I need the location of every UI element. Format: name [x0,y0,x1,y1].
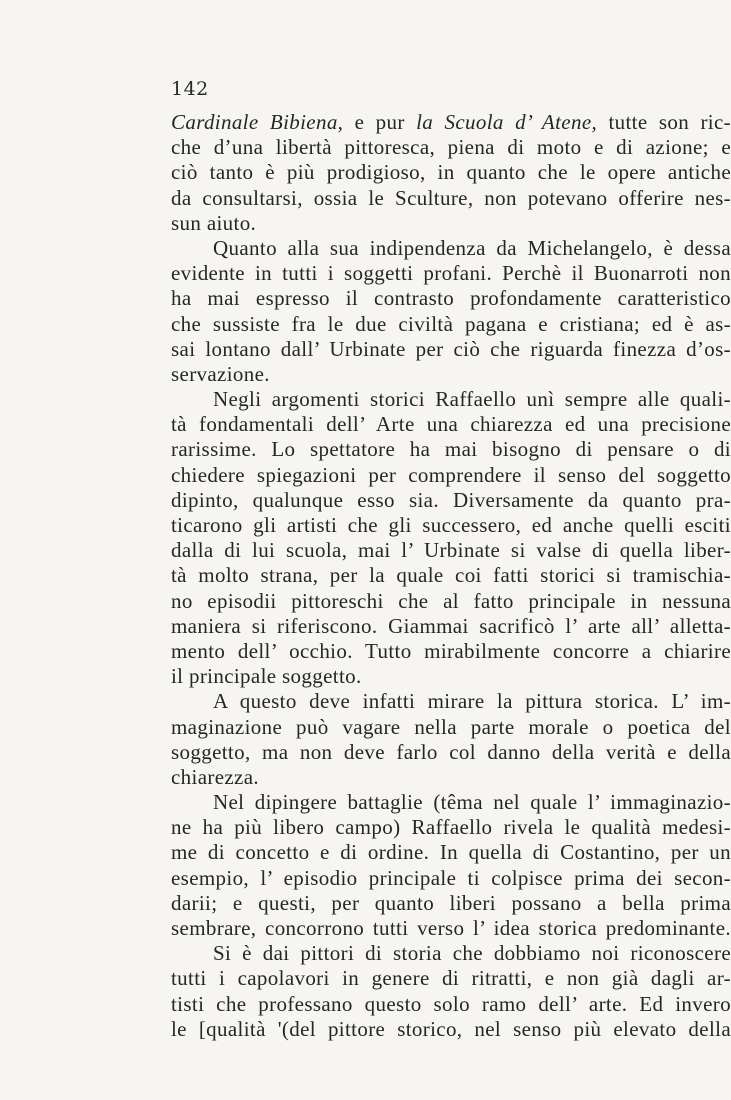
text-line: Quanto alla sua indipendenza da Michelangelo, è dessa [213,235,731,260]
text-line: mento dell’ occhio. Tutto mirabilmente concorre a chiarire [171,638,731,663]
body-text [171,110,731,1042]
text-line: Si è dai pittori di storia che dobbiamo noi riconoscere [213,941,731,966]
text-line [171,110,731,135]
text-line: le [qualità '(del pittore storico, nel senso più elevato della [171,1016,731,1041]
text-line: sembrare, concorrono tutti verso l’ idea storica predominante. [171,916,731,940]
text-line: tà fondamentali dell’ Arte una chiarezza ed una precisione [171,412,731,437]
text-line: dalla di lui scuola, mai l’ Urbinate si valse di quella liber- [171,538,731,563]
text-line: tutti i capolavori in genere di ritratti, e non già dagli ar- [171,966,731,991]
text-line: ciò tanto è più prodigioso, in quanto che le opere antiche [171,160,731,185]
text-line: ticarono gli artisti che gli successero, ed anche quelli esciti [171,513,731,537]
text-line: rarissime. Lo spettatore ha mai bisogno di pensare o di [171,437,731,462]
italic-title: la Scuola d’ Atene, [416,110,598,134]
text-line: esempio, l’ episodio principale ti colpisce prima dei secon- [171,865,731,890]
text-segment: tutte son ric- [597,110,731,134]
text-line: A questo deve infatti mirare la pittura storica. L’ im- [213,689,731,714]
text-line: evidente in tutti i soggetti profani. Perchè il Buonarroti non [171,261,731,286]
page-number: 142 [171,78,209,100]
text-line: Negli argomenti storici Raffaello unì sempre alle quali- [213,387,731,412]
text-line: che d’una libertà pittoresca, piena di moto e di azione; e [171,135,731,160]
text-segment: e pur [343,110,417,134]
text-line: Nel dipingere battaglie (têma nel quale l’ immaginazio- [213,790,731,815]
text-line: maginazione può vagare nella parte morale o poetica del [171,714,731,739]
text-line: tisti che professano questo solo ramo dell’ arte. Ed invero [171,991,731,1016]
text-line: no episodii pittoreschi che al fatto principale in nessuna [171,588,731,613]
text-line: chiarezza. [171,764,260,789]
text-line: da consultarsi, ossia le Sculture, non potevano offerire nes- [171,185,731,210]
text-line: sun aiuto. [171,210,257,235]
text-line: ne ha più libero campo) Raffaello rivela le qualità medesi- [171,815,731,840]
text-line: che sussiste fra le due civiltà pagana e cristiana; ed è as- [171,311,731,336]
text-line: me di concetto e di ordine. In quella di Costantino, per un [171,840,731,865]
text-line: il principale soggetto. [171,664,362,689]
text-line: sai lontano dall’ Urbinate per ciò che riguarda finezza d’os- [171,336,731,361]
text-line: chiedere spiegazioni per comprendere il senso del soggetto [171,462,731,487]
text-line: soggetto, ma non deve farlo col danno della verità e della [171,739,731,764]
text-line: dipinto, qualunque esso sia. Diversamente da quanto pra- [171,487,731,512]
text-line: servazione. [171,361,270,386]
text-line: maniera si riferiscono. Giammai sacrificò l’ arte all’ alletta- [171,613,731,638]
text-line: darii; e questi, per quanto liberi possano a bella prima [171,890,731,915]
text-line: ha mai espresso il contrasto profondamente caratteristico [171,286,731,311]
italic-title: Cardinale Bibiena, [171,110,344,134]
text-line: tà molto strana, per la quale coi fatti storici si tramischia- [171,563,731,588]
